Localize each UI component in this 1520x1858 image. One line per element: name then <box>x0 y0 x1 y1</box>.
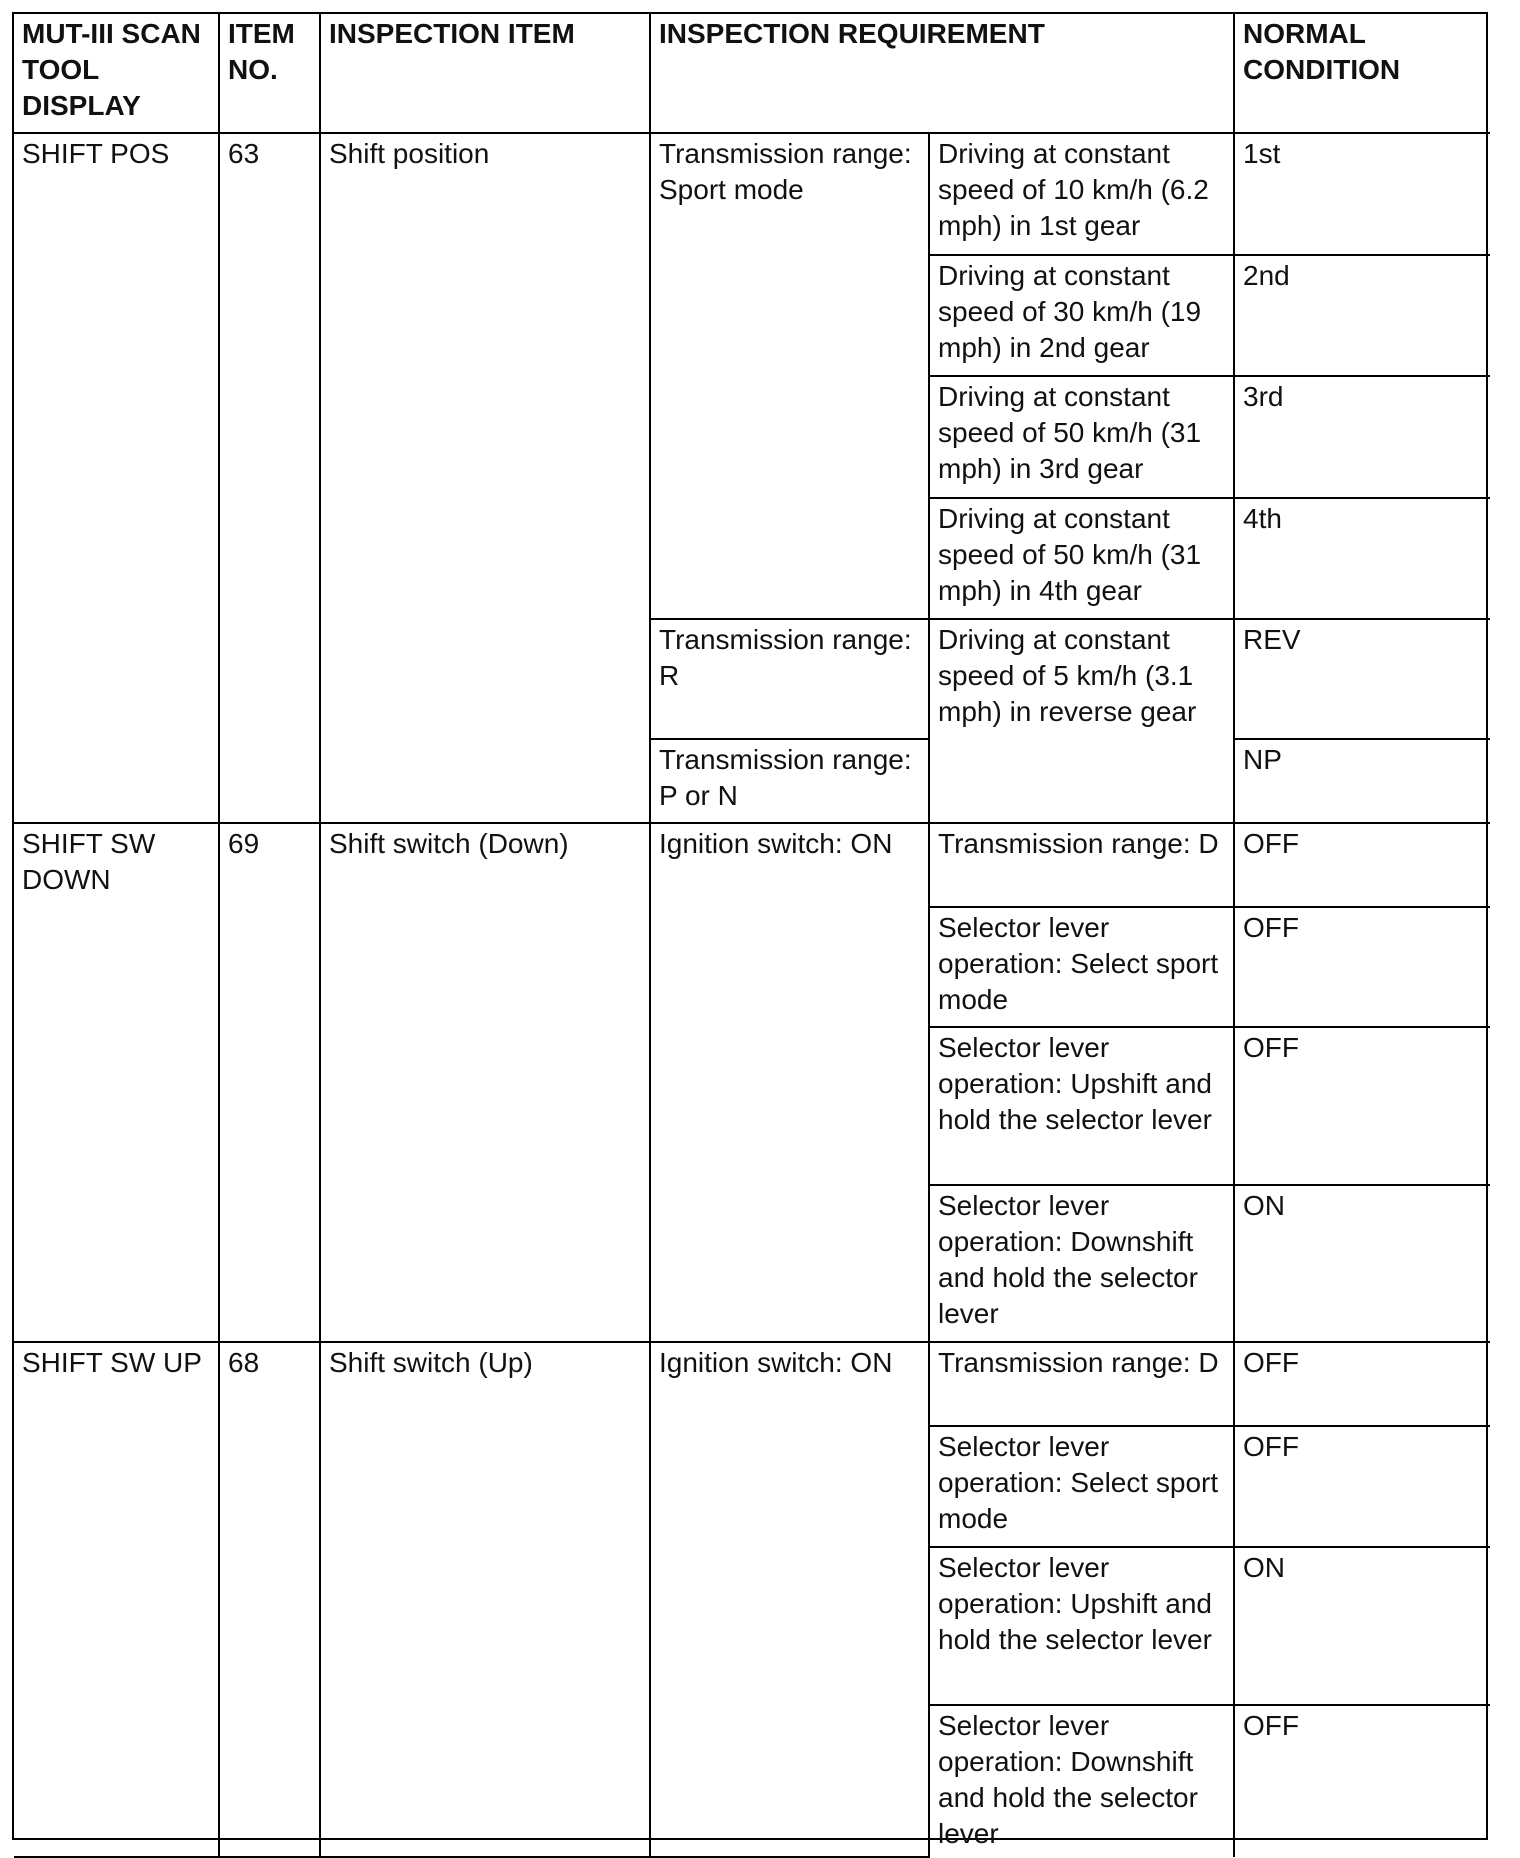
requirement-shift-sw-up: Ignition switch: ON <box>650 1342 929 1857</box>
condition-cell: Driving at constant speed of 5 km/h (3.1 mph) in reverse gear <box>929 619 1234 823</box>
item-shift-sw-down: Shift switch (Down) <box>320 823 650 1342</box>
normal-cell: OFF <box>1234 1705 1490 1857</box>
normal-cell: 1st <box>1234 133 1490 255</box>
condition-cell: Driving at constant speed of 50 km/h (31 mph) in 3rd gear <box>929 376 1234 498</box>
condition-cell: Driving at constant speed of 50 km/h (31 mph) in 4th gear <box>929 498 1234 619</box>
condition-cell: Driving at constant speed of 10 km/h (6.2 mph) in 1st gear <box>929 133 1234 255</box>
condition-cell: Selector lever operation: Select sport mode <box>929 1426 1234 1547</box>
normal-cell: ON <box>1234 1185 1490 1342</box>
normal-cell: NP <box>1234 739 1490 823</box>
inspection-table <box>14 14 1490 1858</box>
item-no-shift-pos: 63 <box>219 133 320 823</box>
header-item-no: ITEM NO. <box>219 14 320 133</box>
header-normal-condition: NORMAL CONDITION <box>1234 14 1490 133</box>
condition-cell: Selector lever operation: Upshift and hold the selector lever <box>929 1027 1234 1185</box>
normal-cell: OFF <box>1234 823 1490 907</box>
normal-cell: 4th <box>1234 498 1490 619</box>
table-row <box>14 133 1490 255</box>
normal-cell: ON <box>1234 1547 1490 1705</box>
normal-cell: OFF <box>1234 1426 1490 1547</box>
header-inspection-item: INSPECTION ITEM <box>320 14 650 133</box>
table-row <box>14 823 1490 907</box>
normal-cell: OFF <box>1234 1342 1490 1426</box>
requirement-range-pn: Transmission range: P or N <box>650 739 929 823</box>
item-shift-pos: Shift position <box>320 133 650 823</box>
table-row <box>14 1342 1490 1426</box>
condition-cell: Selector lever operation: Select sport mode <box>929 907 1234 1027</box>
display-shift-pos: SHIFT POS <box>14 133 219 823</box>
normal-cell: REV <box>1234 619 1490 739</box>
requirement-sport-mode: Transmission range: Sport mode <box>650 133 929 619</box>
header-inspection-requirement: INSPECTION REQUIREMENT <box>650 14 1234 133</box>
inspection-document <box>12 12 1488 1849</box>
condition-cell: Selector lever operation: Downshift and hold the selector lever <box>929 1185 1234 1342</box>
header-display: MUT-III SCAN TOOL DISPLAY <box>14 14 219 133</box>
header-row <box>14 14 1490 133</box>
normal-cell: 3rd <box>1234 376 1490 498</box>
normal-cell: 2nd <box>1234 255 1490 376</box>
normal-cell: OFF <box>1234 1027 1490 1185</box>
item-shift-sw-up: Shift switch (Up) <box>320 1342 650 1857</box>
item-no-shift-sw-up: 68 <box>219 1342 320 1857</box>
display-shift-sw-up: SHIFT SW UP <box>14 1342 219 1857</box>
condition-cell: Selector lever operation: Downshift and hold the selector lever <box>929 1705 1234 1857</box>
requirement-range-r: Transmission range: R <box>650 619 929 739</box>
item-no-shift-sw-down: 69 <box>219 823 320 1342</box>
condition-cell: Transmission range: D <box>929 1342 1234 1426</box>
display-shift-sw-down: SHIFT SW DOWN <box>14 823 219 1342</box>
normal-cell: OFF <box>1234 907 1490 1027</box>
condition-cell: Selector lever operation: Upshift and hold the selector lever <box>929 1547 1234 1705</box>
condition-cell: Transmission range: D <box>929 823 1234 907</box>
condition-cell: Driving at constant speed of 30 km/h (19 mph) in 2nd gear <box>929 255 1234 376</box>
requirement-shift-sw-down: Ignition switch: ON <box>650 823 929 1342</box>
